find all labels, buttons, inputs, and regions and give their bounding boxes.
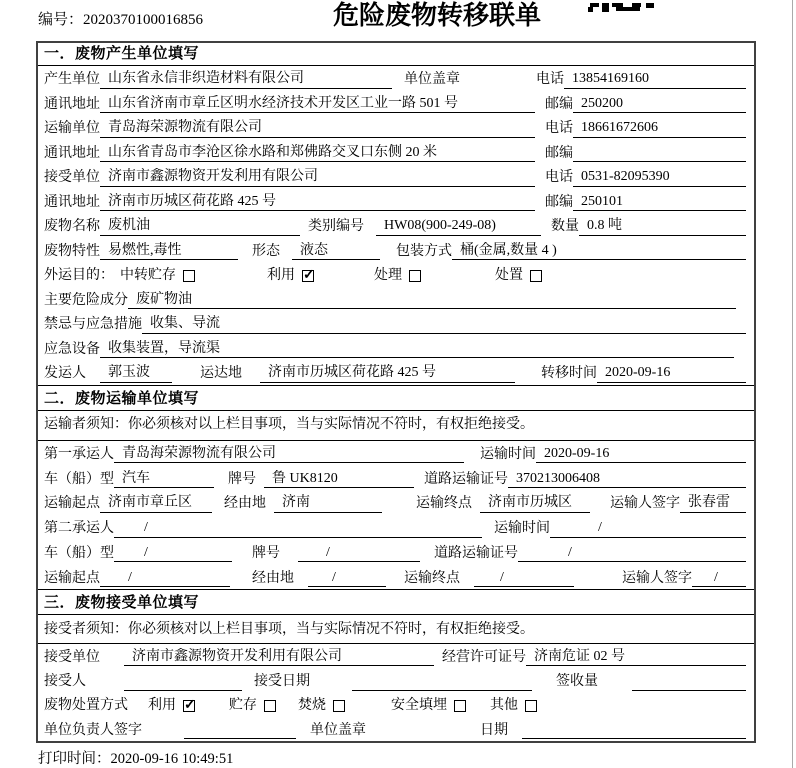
- destination-label: 运达地: [200, 366, 242, 381]
- waste-category-label: 类别编号: [308, 219, 364, 234]
- waste-property-value: 易燃性,毒性: [100, 242, 238, 261]
- producer-address-value: 山东省济南市章丘区明水经济技术开发区工业一路 501 号: [100, 95, 535, 114]
- transporter-label: 运输单位: [44, 121, 100, 136]
- unit-seal-label: 单位盖章: [404, 72, 460, 87]
- dispatcher-value: 郭玉波: [100, 364, 172, 383]
- transporter-phone-label: 电话: [545, 121, 573, 136]
- acceptor-label: 接受人: [44, 674, 86, 690]
- transporter-value: 青岛海荣源物流有限公司: [100, 119, 535, 138]
- receiver-address-row: [38, 189, 754, 214]
- route-end-label: 运输终点: [416, 496, 472, 512]
- disposal-option-other: [490, 697, 537, 715]
- form-serial-value: 2020370100016856: [83, 12, 204, 28]
- transport-time-value: 2020-09-16: [536, 445, 746, 464]
- plate-value: 鲁 UK8120: [264, 470, 414, 489]
- vehicle-type-value: 汽车: [114, 470, 214, 489]
- transporter-address-row: [38, 140, 754, 165]
- disposal-method-label: 废物处置方式: [44, 698, 128, 714]
- checkbox-icon: [409, 270, 421, 282]
- checkbox-icon: [530, 270, 542, 282]
- waste-form-label: 形态: [252, 243, 280, 259]
- transport-time2-label: 运输时间: [494, 521, 550, 537]
- print-time-label: 打印时间：: [38, 751, 111, 767]
- page-edge-line: [792, 0, 793, 768]
- dispatcher-label: 发运人: [44, 366, 86, 381]
- carrier-signature-label: 运输人签字: [610, 496, 680, 512]
- responsible-signature-label: 单位负责人签字: [44, 722, 142, 738]
- producer-label: 产生单位: [44, 72, 100, 87]
- purpose-option-storage-label: 中转贮存: [120, 268, 176, 283]
- route2-end-value: /: [474, 569, 574, 588]
- accept-date-label: 接受日期: [254, 674, 310, 690]
- qr-code-icon: [588, 0, 654, 9]
- dispatch-row: [38, 360, 754, 385]
- page-title: 危险废物转移联单: [333, 1, 542, 30]
- hazard-component-label: 主要危险成分: [44, 292, 128, 308]
- disposal-option-reuse: [148, 697, 195, 715]
- first-carrier-row: [38, 441, 754, 466]
- form-serial: [38, 11, 203, 30]
- disposal-option-other-label: 其他: [490, 698, 518, 714]
- disposal-option-storage-label: 贮存: [229, 698, 257, 714]
- emergency-equipment-row: [38, 336, 754, 361]
- carrier2-signature-label: 运输人签字: [622, 570, 692, 586]
- receiver-zip-value: 250101: [573, 193, 746, 212]
- second-carrier-value: /: [114, 519, 482, 538]
- emergency-measures-row: [38, 311, 754, 336]
- waste-property-label: 废物特性: [44, 243, 100, 259]
- waste-name-value: 废机油: [100, 217, 300, 236]
- second-carrier-label: 第二承运人: [44, 521, 114, 537]
- purpose-option-treatment-label: 处理: [374, 268, 402, 283]
- transfer-purpose-row: [38, 262, 754, 287]
- route-row: [38, 490, 754, 515]
- plate2-label: 牌号: [252, 545, 280, 561]
- vehicle2-row: [38, 540, 754, 565]
- print-time-value: 2020-09-16 10:49:51: [110, 751, 234, 767]
- route2-via-label: 经由地: [252, 570, 294, 586]
- purpose-option-disposal: [495, 267, 542, 285]
- packing-label: 包装方式: [396, 243, 452, 259]
- road-permit2-value: /: [518, 544, 746, 563]
- emergency-measures-value: 收集、导流: [142, 315, 746, 334]
- plate2-value: /: [298, 544, 420, 563]
- transporter-row: [38, 115, 754, 140]
- form-serial-label: 编号：: [38, 12, 84, 28]
- transfer-time-value: 2020-09-16: [597, 364, 746, 383]
- packing-value: 桶(金属,数量 4 ): [452, 242, 746, 261]
- transporter-address-value: 山东省青岛市李沧区徐水路和郑佛路交叉口东侧 20 米: [100, 144, 535, 163]
- receiver-phone-value: 0531-82095390: [573, 168, 746, 187]
- disposal-option-landfill-label: 安全填埋: [391, 698, 447, 714]
- hazard-component-value: 废矿物油: [128, 291, 736, 310]
- route2-via-value: /: [308, 569, 386, 588]
- checkbox-icon: [183, 270, 195, 282]
- acceptor-value: [124, 690, 242, 691]
- waste-name-row: [38, 213, 754, 238]
- checkbox-icon: [454, 700, 466, 712]
- vehicle-row: [38, 465, 754, 490]
- accept-unit-label: 接受单位: [44, 649, 100, 665]
- sign-date-label: 日期: [480, 722, 508, 738]
- producer-value: 山东省永信非织造材料有限公司: [100, 70, 392, 89]
- purpose-option-reuse: [267, 267, 314, 285]
- vehicle2-type-value: /: [114, 544, 232, 563]
- waste-qty-label: 数量: [551, 219, 579, 234]
- transfer-time-label: 转移时间: [541, 366, 597, 381]
- purpose-option-treatment: [374, 267, 421, 285]
- waste-qty-value: 0.8 吨: [579, 217, 746, 236]
- accept-unit-value: 济南市鑫源物资开发利用有限公司: [124, 648, 434, 667]
- receiver-row: [38, 164, 754, 189]
- route2-origin-value: /: [100, 569, 230, 588]
- destination-value: 济南市历城区荷花路 425 号: [260, 364, 515, 383]
- first-carrier-value: 青岛海荣源物流有限公司: [114, 445, 464, 464]
- emergency-measures-label: 禁忌与应急措施: [44, 317, 142, 332]
- transport-time-label: 运输时间: [480, 446, 536, 462]
- transport-time2-value: /: [550, 519, 746, 538]
- hazard-component-row: [38, 287, 754, 312]
- received-qty-label: 签收量: [556, 674, 598, 690]
- first-carrier-label: 第一承运人: [44, 446, 114, 462]
- responsible-signature-row: [38, 717, 754, 741]
- receiver-address-label: 通讯地址: [44, 194, 100, 210]
- unit-seal2-label: 单位盖章: [310, 722, 366, 738]
- section3-header: 三．废物接受单位填写: [38, 589, 754, 615]
- checkbox-icon: [525, 700, 537, 712]
- transporter-address-label: 通讯地址: [44, 145, 100, 161]
- responsible-signature-value: [184, 738, 296, 739]
- vehicle2-type-label: 车（船）型: [44, 545, 114, 561]
- road-permit2-label: 道路运输证号: [434, 545, 518, 561]
- producer-phone-value: 13854169160: [564, 70, 746, 89]
- plate-label: 牌号: [228, 471, 256, 487]
- checkbox-checked-icon: [302, 270, 314, 282]
- checkbox-icon: [264, 700, 276, 712]
- purpose-option-storage: [120, 267, 195, 285]
- road-permit-label: 道路运输证号: [424, 471, 508, 487]
- receiver-phone-label: 电话: [545, 170, 573, 185]
- route2-origin-label: 运输起点: [44, 570, 100, 586]
- transporter-phone-value: 18661672606: [573, 119, 746, 138]
- section2-header: 二．废物运输单位填写: [38, 385, 754, 411]
- checkbox-checked-icon: [183, 700, 195, 712]
- producer-phone-label: 电话: [536, 72, 564, 87]
- accept-date-value: [352, 690, 532, 691]
- receiver-label: 接受单位: [44, 170, 100, 185]
- purpose-option-reuse-label: 利用: [267, 268, 295, 283]
- route2-row: [38, 564, 754, 589]
- waste-property-row: [38, 238, 754, 263]
- producer-row: [38, 66, 754, 91]
- acceptor-row: [38, 668, 754, 692]
- route-end-value: 济南市历城区: [480, 494, 590, 513]
- form-body: [36, 41, 756, 743]
- transfer-purpose-label: 外运目的：: [44, 268, 114, 283]
- emergency-equipment-label: 应急设备: [44, 341, 100, 357]
- route-via-value: 济南: [274, 494, 382, 513]
- carrier2-signature-value: /: [692, 569, 746, 588]
- accept-unit-row: [38, 644, 754, 668]
- road-permit-value: 370213006408: [508, 470, 746, 489]
- waste-name-label: 废物名称: [44, 219, 100, 234]
- disposal-option-reuse-label: 利用: [148, 698, 176, 714]
- disposal-option-landfill: [391, 697, 466, 715]
- disposal-option-incineration: [298, 697, 345, 715]
- disposal-option-incineration-label: 焚烧: [298, 698, 326, 714]
- producer-address-label: 通讯地址: [44, 96, 100, 112]
- received-qty-value: [632, 690, 746, 691]
- section2-notice: 运输者须知：你必须核对以上栏目事项，当与实际情况不符时，有权拒绝接受。: [38, 411, 754, 441]
- route-origin-label: 运输起点: [44, 496, 100, 512]
- waste-form-value: 液态: [292, 242, 380, 261]
- route-via-label: 经由地: [224, 496, 266, 512]
- transporter-zip-label: 邮编: [545, 145, 573, 161]
- route2-end-label: 运输终点: [404, 570, 460, 586]
- transporter-zip-value: [573, 161, 746, 162]
- emergency-equipment-value: 收集装置，导流渠: [100, 340, 734, 359]
- producer-zip-value: 250200: [573, 95, 746, 114]
- section3-notice: 接受者须知：你必须核对以上栏目事项，当与实际情况不符时，有权拒绝接受。: [38, 615, 754, 644]
- disposal-option-storage: [229, 697, 276, 715]
- second-carrier-row: [38, 515, 754, 540]
- sign-date-value: [522, 738, 746, 739]
- producer-address-row: [38, 91, 754, 116]
- license-value: 济南危证 02 号: [526, 648, 746, 667]
- waste-category-value: HW08(900-249-08): [376, 217, 541, 236]
- purpose-option-disposal-label: 处置: [495, 268, 523, 283]
- disposal-method-row: [38, 693, 754, 717]
- checkbox-icon: [333, 700, 345, 712]
- carrier-signature-value: 张春雷: [680, 494, 746, 513]
- producer-zip-label: 邮编: [545, 96, 573, 112]
- vehicle-type-label: 车（船）型: [44, 471, 114, 487]
- receiver-address-value: 济南市历城区荷花路 425 号: [100, 193, 535, 212]
- receiver-zip-label: 邮编: [545, 194, 573, 210]
- license-label: 经营许可证号: [442, 649, 526, 665]
- receiver-value: 济南市鑫源物资开发利用有限公司: [100, 168, 535, 187]
- print-time: [38, 750, 233, 768]
- section1-header: 一．废物产生单位填写: [38, 43, 754, 66]
- route-origin-value: 济南市章丘区: [100, 494, 212, 513]
- document-header: [0, 0, 796, 41]
